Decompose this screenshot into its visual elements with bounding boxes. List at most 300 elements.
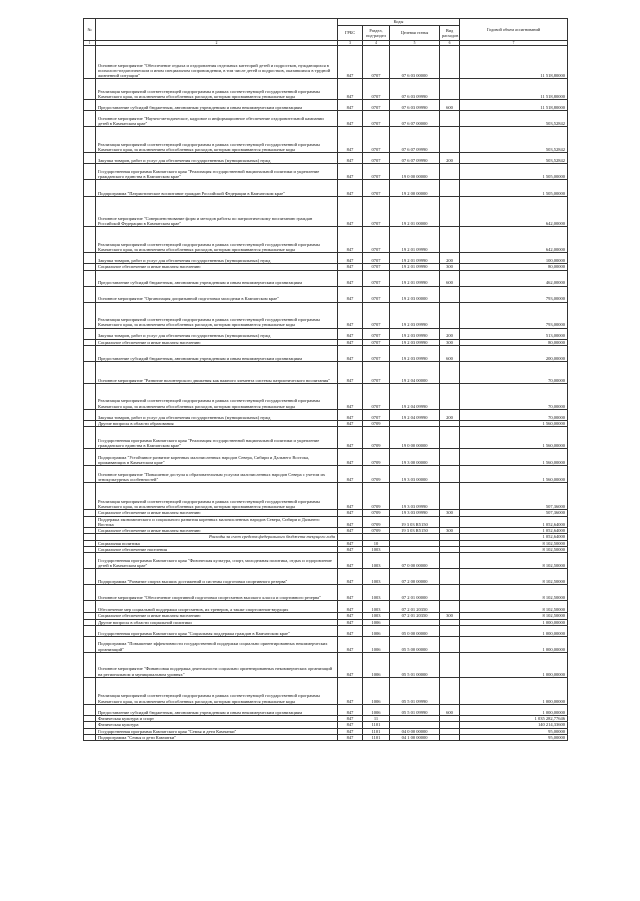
col-name-header [96,19,338,41]
sum-cell: 507,36000 [460,483,568,510]
razdel-cell: 1006 [363,652,390,677]
target-article-cell: 19 2 03 09990 [390,328,440,339]
razdel-cell: 1101 [363,734,390,740]
expense-type-cell: 200 [440,253,460,264]
sum-cell: 642,00000 [460,197,568,227]
num-cell [84,553,96,569]
name-cell: Закупка товаров, работ и услуг для обеспечения государственных (муниципальных) нужд [96,153,338,164]
sum-cell: 1 052,64000 [460,516,568,528]
name-cell: Основное мероприятие "Совершенствование форм и методов работы по патриотическому воспитанию граждан Российской Федерации в Камчатском крае" [96,197,338,227]
name-cell: Другие вопросы в области образования [96,421,338,427]
name-cell: Реализация мероприятий соответствующей подпрограммы в рамках соответствующей государственной программы Камчатского края, за исключением обособленных расходов, которым присваиваются уникальные коды [96,302,338,328]
table-row [84,410,568,421]
idx-cell: 5 [390,41,440,46]
expense-type-cell [440,569,460,585]
target-article-cell: 19 2 04 00000 [390,362,440,384]
table-row [84,127,568,153]
grbs-cell: 847 [338,227,363,253]
razdel-cell: 0707 [363,197,390,227]
num-cell [84,180,96,197]
grbs-cell: 847 [338,111,363,127]
razdel-cell: 0707 [363,100,390,111]
num-cell [84,466,96,483]
table-row [84,601,568,613]
target-article-cell: 19 2 01 09990 [390,227,440,253]
razdel-cell: 0707 [363,253,390,264]
sum-cell: 1 000,00000 [460,636,568,652]
name-cell: Социальная политика [96,540,338,546]
expense-type-cell [440,449,460,466]
name-cell: Подпрограмма "Устойчивое развитие коренных малочисленных народов Севера, Сибири и Дальнего Востока, проживающих в Камчатском крае" [96,449,338,466]
expense-type-cell [440,302,460,328]
razdel-cell: 0707 [363,328,390,339]
num-cell [84,585,96,601]
target-article-cell: 07 2 01 20350 [390,613,440,619]
grbs-cell: 847 [338,153,363,164]
sum-cell: 70,00000 [460,410,568,421]
name-cell: Предоставление субсидий бюджетным, автономным учреждениям и иным некоммерческим организациям [96,270,338,286]
razdel-cell: 0709 [363,449,390,466]
expense-type-cell: 600 [440,270,460,286]
name-cell: Социальное обеспечение и иные выплаты населению [96,528,338,534]
name-cell: Физическая культура и спорт [96,715,338,721]
razdel-cell: 0707 [363,164,390,180]
razdel-cell: 1006 [363,636,390,652]
razdel-cell: 1101 [363,728,390,734]
expense-type-cell: 300 [440,264,460,270]
razdel-cell: 0709 [363,421,390,427]
sum-cell: 80,00000 [460,339,568,345]
table-row [84,111,568,127]
grbs-cell: 847 [338,421,363,427]
expense-type-cell: 600 [440,100,460,111]
name-cell: Закупка товаров, работ и услуг для обеспечения государственных (муниципальных) нужд [96,253,338,264]
grbs-cell: 847 [338,677,363,704]
table-row [84,46,568,79]
sum-cell: 8 102,50000 [460,613,568,619]
expense-type-cell: 300 [440,613,460,619]
name-cell: Подпрограмма "Повышение эффективности государственной поддержки социально ориентированных некоммерческих организаций" [96,636,338,652]
sum-cell: 793,00000 [460,286,568,302]
sum-cell: 140 214,33600 [460,722,568,728]
razdel-cell: 0707 [363,270,390,286]
grbs-cell: 847 [338,449,363,466]
target-article-cell: 19 2 01 00000 [390,197,440,227]
sum-cell: 503,52842 [460,111,568,127]
expense-type-cell [440,483,460,510]
idx-cell: 6 [440,41,460,46]
sum-cell: 793,00000 [460,302,568,328]
sum-cell: 8 102,50000 [460,540,568,546]
target-article-cell: 07 2 01 00000 [390,585,440,601]
num-cell [84,362,96,384]
name-cell: Реализация мероприятий соответствующей подпрограммы в рамках соответствующей государственной программы Камчатского края, за исключением обособленных расходов, которым присваиваются уникальные коды [96,227,338,253]
name-cell: Подпрограмма "Развитие спорта высших достижений и системы подготовки спортивного резерва" [96,569,338,585]
name-cell: Государственная программа Камчатского края "Физическая культура, спорт, молодежная политика, отдых и оздоровление детей в Камчатском крае" [96,553,338,569]
name-cell: Основное мероприятие "Финансовая поддержка деятельности социально ориентированных некоммерческих организаций на региональном и муниципальном уровнях" [96,652,338,677]
target-article-cell: 07 2 00 00000 [390,569,440,585]
col-vr-header: Вид расходов [440,26,460,41]
grbs-cell: 847 [338,197,363,227]
name-cell: Социальное обеспечение и иные выплаты населению [96,264,338,270]
name-cell: Государственная программа Камчатского края "Реализация государственной национальной политики и укрепление гражданского единства в Камчатском крае" [96,427,338,449]
expense-type-cell: 300 [440,339,460,345]
table-row [84,427,568,449]
name-cell: Закупка товаров, работ и услуг для обеспечения государственных (муниципальных) нужд [96,328,338,339]
num-cell [84,410,96,421]
num-cell [84,302,96,328]
grbs-cell: 847 [338,601,363,613]
grbs-cell: 847 [338,127,363,153]
razdel-cell: 0707 [363,339,390,345]
razdel-cell: 0707 [363,302,390,328]
table-row [84,636,568,652]
sum-cell: 642,00000 [460,227,568,253]
num-cell [84,286,96,302]
grbs-cell: 847 [338,540,363,546]
expense-type-cell [440,601,460,613]
razdel-cell: 1003 [363,585,390,601]
num-cell [84,734,96,740]
razdel-cell: 0707 [363,180,390,197]
target-article-cell: 05 5 01 00000 [390,652,440,677]
name-cell: Поддержка экономического и социального развития коренных малочисленных народов Севера, Сибири и Дальнего Востока [96,516,338,528]
col-num-header: № [84,19,96,41]
target-article-cell: 07 2 01 20350 [390,601,440,613]
target-article-cell: 19 2 03 09990 [390,339,440,345]
table-row [84,625,568,636]
target-article-cell: 07 6 03 09990 [390,100,440,111]
expense-type-cell [440,362,460,384]
grbs-cell: 847 [338,46,363,79]
expense-type-cell: 300 [440,528,460,534]
num-cell [84,704,96,715]
table-row [84,180,568,197]
expense-type-cell [440,677,460,704]
razdel-cell: 0709 [363,516,390,528]
sum-cell: 100,00000 [460,253,568,264]
name-cell: Реализация мероприятий соответствующей подпрограммы в рамках соответствующей государственной программы Камчатского края, за исключением обособленных расходов, которым присваиваются уникальные коды [96,127,338,153]
razdel-cell: 0707 [363,127,390,153]
grbs-cell: 847 [338,362,363,384]
grbs-cell: 847 [338,79,363,100]
name-cell: Предоставление субсидий бюджетным, автономным учреждениям и иным некоммерческим организациям [96,704,338,715]
expense-type-cell [440,286,460,302]
expense-type-cell [440,46,460,79]
expense-type-cell: 600 [440,704,460,715]
sum-cell: 503,52842 [460,153,568,164]
expense-type-cell [440,585,460,601]
grbs-cell: 847 [338,636,363,652]
num-cell [84,164,96,180]
expense-type-cell [440,636,460,652]
table-row [84,516,568,528]
budget-table [83,18,568,741]
target-article-cell: 19 2 03 09990 [390,346,440,362]
num-cell [84,636,96,652]
table-row [84,153,568,164]
idx-cell: 7 [460,41,568,46]
razdel-cell: 1003 [363,601,390,613]
grbs-cell: 847 [338,339,363,345]
name-cell: Основное мероприятие "Обеспечение отдыха и оздоровления отдельных категорий детей и подростков, нуждающихся в психолого-педагогическом и ином специальном сопровождении, в том числе детей и подростков, оказавшихся в трудной жизненной ситуации" [96,46,338,79]
num-cell [84,127,96,153]
table-row [84,569,568,585]
num-cell [84,384,96,410]
sum-cell: 1 052,64000 [460,528,568,534]
sum-cell: 80,00000 [460,264,568,270]
table-row [84,253,568,264]
name-cell: Подпрограмма "Семья и дети Камчатки" [96,734,338,740]
target-article-cell: 19 3 00 00000 [390,449,440,466]
razdel-cell: 0707 [363,46,390,79]
grbs-cell: 847 [338,625,363,636]
name-cell: Реализация мероприятий соответствующей подпрограммы в рамках соответствующей государственной программы Камчатского края, за исключением обособленных расходов, которым присваиваются уникальные коды [96,677,338,704]
target-article-cell: 07 0 00 00000 [390,553,440,569]
grbs-cell: 847 [338,619,363,625]
num-cell [84,111,96,127]
expense-type-cell [440,652,460,677]
razdel-cell: 1003 [363,547,390,553]
num-cell [84,625,96,636]
sum-cell: 1 000,00000 [460,652,568,677]
expense-type-cell [440,516,460,528]
target-article-cell: 19 0 00 00000 [390,427,440,449]
table-row [84,483,568,510]
name-cell: Подпрограмма "Патриотическое воспитание граждан Российской Федерации в Камчатском крае" [96,180,338,197]
name-cell: Предоставление субсидий бюджетным, автономным учреждениям и иным некоммерческим организациям [96,100,338,111]
target-article-cell: 07 6 07 09990 [390,153,440,164]
grbs-cell: 847 [338,483,363,510]
table-row [84,362,568,384]
table-row [84,384,568,410]
name-cell: Реализация мероприятий соответствующей подпрограммы в рамках соответствующей государственной программы Камчатского края, за исключением обособленных расходов, которым присваиваются уникальные коды [96,384,338,410]
expense-type-cell [440,180,460,197]
razdel-cell: 0709 [363,427,390,449]
target-article-cell: 19 2 01 09990 [390,253,440,264]
table-row [84,270,568,286]
sum-cell: 8 102,50000 [460,585,568,601]
grbs-cell: 847 [338,516,363,528]
sum-cell: 1 560,00000 [460,427,568,449]
expense-type-cell [440,127,460,153]
num-cell [84,46,96,79]
col-total-header: Годовой объем ассигнований [460,19,568,41]
razdel-cell: 10 [363,540,390,546]
idx-cell: 4 [363,41,390,46]
target-article-cell: 07 6 03 00000 [390,46,440,79]
num-cell [84,449,96,466]
razdel-cell: 0707 [363,410,390,421]
expense-type-cell [440,553,460,569]
grbs-cell: 847 [338,715,363,721]
sum-cell: 11 518,80000 [460,79,568,100]
razdel-cell: 1003 [363,569,390,585]
grbs-cell: 847 [338,613,363,619]
grbs-cell: 847 [338,100,363,111]
col-codes-header: Коды [338,19,460,26]
name-cell: Основное мероприятие "Научно-методическое, кадровое и информационное обеспечение оздоровительной кампании детей в Камчатском крае" [96,111,338,127]
expense-type-cell: 600 [440,346,460,362]
name-cell: Основное мероприятие "Развитие волонтерского движения как важного элемента системы патриотического воспитания" [96,362,338,384]
name-cell: Основное мероприятие "Организация допризывной подготовки молодежи в Камчатском крае" [96,286,338,302]
razdel-cell: 0709 [363,510,390,516]
table-row [84,197,568,227]
grbs-cell: 847 [338,510,363,516]
name-cell: Основное мероприятие "Повышение доступа к образовательным услугам малочисленных народов Севера с учетом их этнокультурных особенностей" [96,466,338,483]
target-article-cell: 04 0 00 00000 [390,728,440,734]
razdel-cell: 0709 [363,466,390,483]
expense-type-cell [440,164,460,180]
razdel-cell: 0709 [363,528,390,534]
target-article-cell: 19 3 03 R5150 [390,516,440,528]
razdel-cell: 0707 [363,362,390,384]
grbs-cell: 847 [338,270,363,286]
grbs-cell: 847 [338,286,363,302]
razdel-cell: 0707 [363,264,390,270]
name-cell: Социальное обеспечение и иные выплаты населению [96,339,338,345]
razdel-cell: 1003 [363,553,390,569]
name-cell: Основное мероприятие "Обеспечение спортивной подготовки спортсменов высокого класса и спортивного резерва" [96,585,338,601]
target-article-cell: 05 0 00 00000 [390,625,440,636]
sum-cell: 8 102,50000 [460,601,568,613]
expense-type-cell: 300 [440,510,460,516]
sum-cell: 200,00000 [460,346,568,362]
razdel-cell: 1006 [363,704,390,715]
idx-cell: 1 [84,41,96,46]
target-article-cell: 05 5 01 09990 [390,677,440,704]
sum-cell: 1 000,00000 [460,704,568,715]
grbs-cell: 847 [338,553,363,569]
expense-type-cell [440,734,460,740]
expense-type-cell [440,625,460,636]
num-cell [84,516,96,528]
target-article-cell: 07 6 07 00000 [390,111,440,127]
num-cell [84,153,96,164]
table-row [84,466,568,483]
grbs-cell: 847 [338,164,363,180]
razdel-cell: 1006 [363,625,390,636]
table-body [84,46,568,741]
expense-type-cell [440,79,460,100]
expense-type-cell [440,197,460,227]
num-cell [84,197,96,227]
expense-type-cell [440,384,460,410]
razdel-cell: 0709 [363,483,390,510]
sum-cell: 1 560,00000 [460,466,568,483]
name-cell: Социальное обеспечение и иные выплаты населению [96,613,338,619]
grbs-cell: 847 [338,528,363,534]
sum-cell: 1 000,00000 [460,619,568,625]
table-row [84,652,568,677]
num-cell [84,328,96,339]
grbs-cell: 847 [338,704,363,715]
grbs-cell: 847 [338,652,363,677]
table-row [84,100,568,111]
name-cell: Предоставление субсидий бюджетным, автономным учреждениям и иным некоммерческим организациям [96,346,338,362]
num-cell [84,253,96,264]
expense-type-cell [440,111,460,127]
table-row [84,227,568,253]
target-article-cell: 19 3 03 09990 [390,510,440,516]
name-cell: Государственная программа Камчатского края "Семья и дети Камчатки" [96,728,338,734]
sum-cell: 507,36000 [460,510,568,516]
grbs-cell: 847 [338,722,363,728]
razdel-cell: 1006 [363,619,390,625]
num-cell [84,483,96,510]
table-row [84,346,568,362]
target-article-cell: 19 2 04 09990 [390,384,440,410]
sum-cell: 1 000,00000 [460,625,568,636]
grbs-cell: 847 [338,569,363,585]
grbs-cell: 847 [338,547,363,553]
table-row [84,734,568,740]
target-article-cell: 07 6 07 09990 [390,127,440,153]
grbs-cell: 847 [338,734,363,740]
idx-cell: 2 [96,41,338,46]
sum-cell: 1 560,00000 [460,449,568,466]
grbs-cell: 847 [338,302,363,328]
target-article-cell: 19 3 03 R5150 [390,528,440,534]
num-cell [84,569,96,585]
name-cell: Обеспечение мер социальной поддержки спортсменов, их тренеров, а также спортсменов-ведущих [96,601,338,613]
sum-cell: 70,00000 [460,384,568,410]
table-row [84,328,568,339]
target-article-cell: 19 3 03 00000 [390,466,440,483]
sum-cell: 1 035 282,77646 [460,715,568,721]
sum-cell: 462,00000 [460,270,568,286]
grbs-cell: 847 [338,728,363,734]
sum-cell: 1 505,00000 [460,164,568,180]
expense-type-cell [440,227,460,253]
col-cs-header: Целевая статья [390,26,440,41]
table-row [84,79,568,100]
target-article-cell: 19 2 03 00000 [390,286,440,302]
sum-cell: 1 052,64000 [460,534,568,540]
table-row [84,164,568,180]
sum-cell: 8 102,50000 [460,569,568,585]
table-row [84,585,568,601]
name-cell: Другие вопросы в области социальной политики [96,619,338,625]
target-article-cell: 19 2 01 09990 [390,270,440,286]
table-row [84,449,568,466]
razdel-cell: 0707 [363,286,390,302]
name-cell: Социальное обеспечение и иные выплаты населению [96,510,338,516]
name-cell: Физическая культура [96,722,338,728]
expense-type-cell: 200 [440,153,460,164]
table-row [84,286,568,302]
grbs-cell: 847 [338,585,363,601]
name-cell: Реализация мероприятий соответствующей подпрограммы в рамках соответствующей государственной программы Камчатского края, за исключением обособленных расходов, которым присваиваются уникальные коды [96,79,338,100]
target-article-cell: 19 0 00 00000 [390,164,440,180]
razdel-cell: 0707 [363,346,390,362]
razdel-cell: 0707 [363,79,390,100]
target-article-cell: 19 2 04 09990 [390,410,440,421]
budget-table-page [83,18,567,741]
sum-cell: 513,00000 [460,328,568,339]
target-article-cell: 07 6 03 09990 [390,79,440,100]
sum-cell: 1 560,00000 [460,421,568,427]
target-article-cell: 05 5 00 00000 [390,636,440,652]
num-cell [84,677,96,704]
target-article-cell: 19 2 01 09990 [390,264,440,270]
razdel-cell: 0707 [363,153,390,164]
grbs-cell: 847 [338,427,363,449]
target-article-cell: 19 2 03 09990 [390,302,440,328]
num-cell [84,270,96,286]
sum-cell: 8 102,50000 [460,547,568,553]
expense-type-cell [440,427,460,449]
